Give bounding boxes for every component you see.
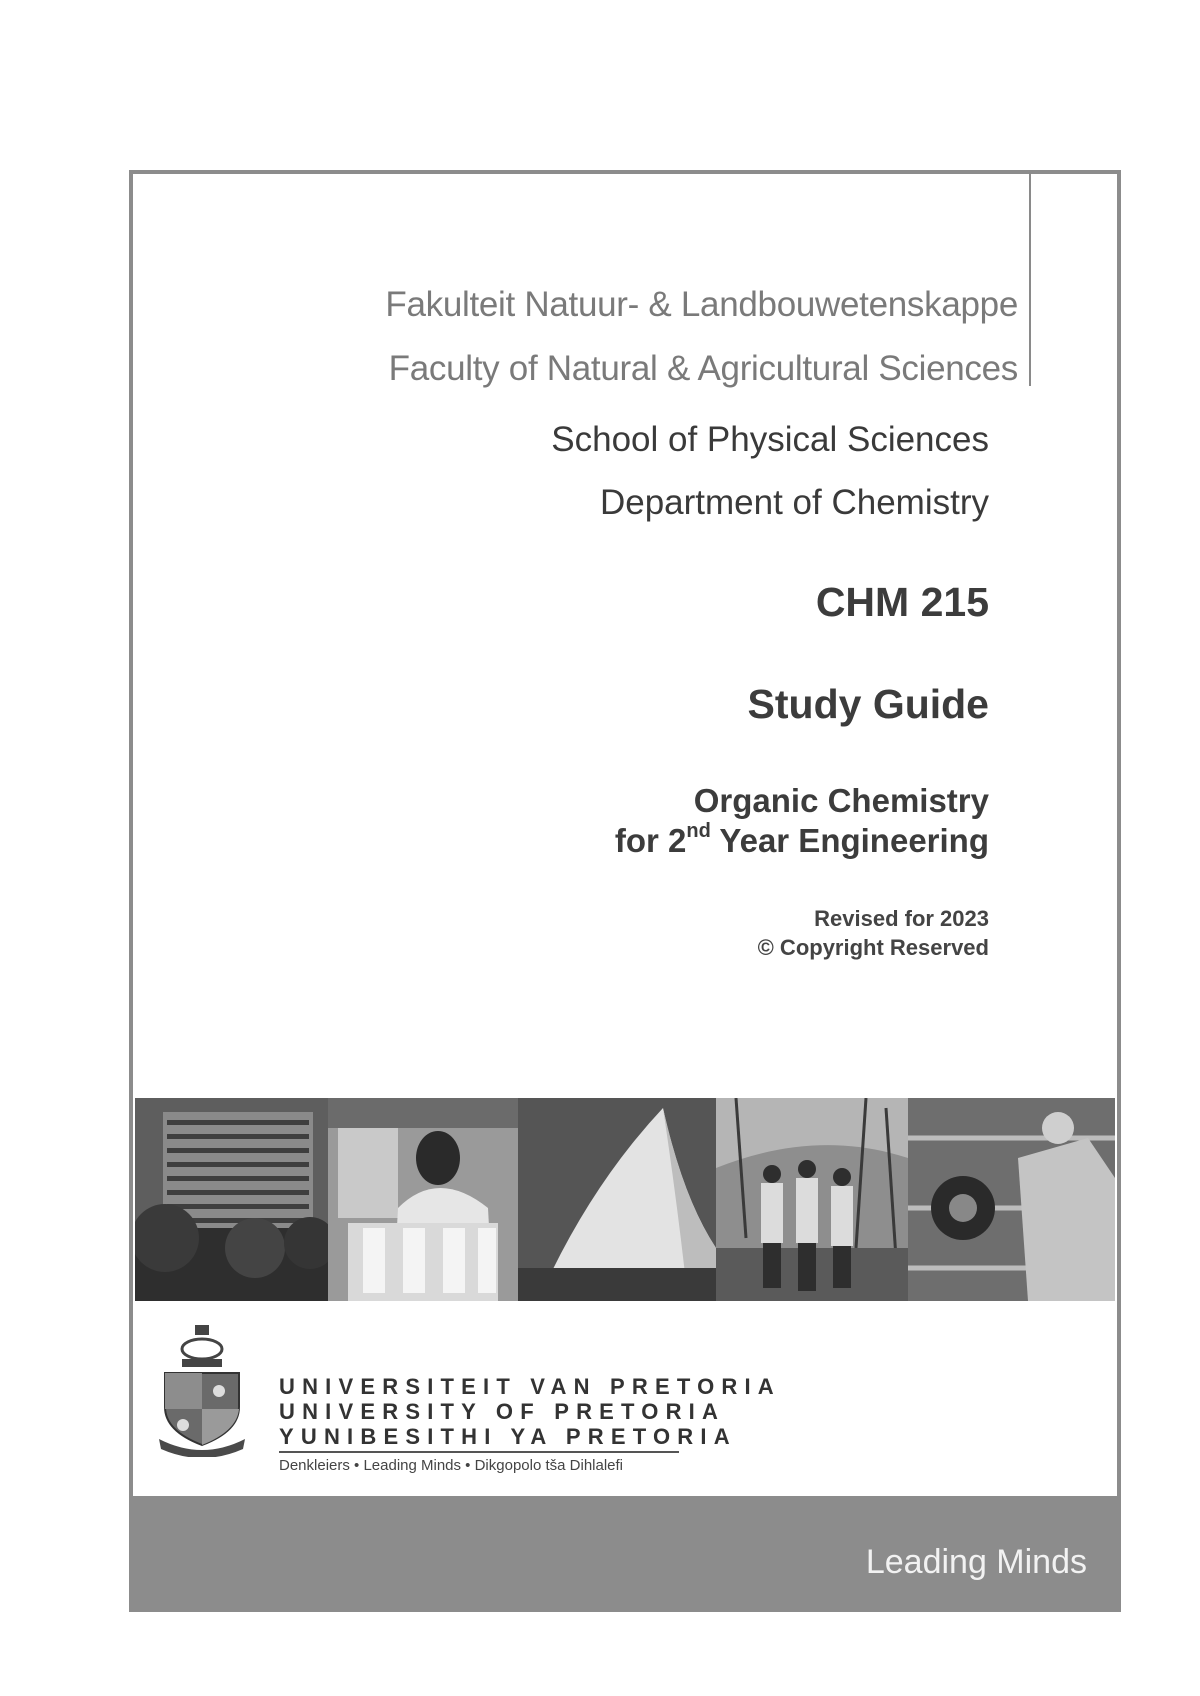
course-code: CHM 215 xyxy=(815,579,989,625)
revision-note: Revised for 2023 xyxy=(814,906,989,931)
photo-strip xyxy=(135,1098,1115,1301)
university-motto: Denkleiers • Leading Minds • Dikgopolo tša Dihlalefi xyxy=(279,1457,624,1474)
school-name: School of Physical Sciences xyxy=(551,420,989,459)
faculty-afrikaans: Fakulteit Natuur- & Landbouwetenskappe xyxy=(385,285,1018,324)
students-walking-photo xyxy=(716,1098,908,1301)
faculty-english: Faculty of Natural & Agricultural Sciences xyxy=(388,349,1018,388)
document-type: Study Guide xyxy=(747,681,989,727)
subtitle-line-2: for 2nd Year Engineering xyxy=(614,820,989,859)
footer-tagline: Leading Minds xyxy=(865,1543,1087,1581)
logo-divider xyxy=(279,1451,679,1453)
subtitle-line-1: Organic Chemistry xyxy=(693,782,989,819)
university-name-sepedi: YUNIBESITHI YA PRETORIA xyxy=(279,1424,737,1449)
university-name-afrikaans: UNIVERSITEIT VAN PRETORIA xyxy=(279,1374,781,1399)
farm-equipment-photo xyxy=(908,1098,1115,1301)
copyright-note: © Copyright Reserved xyxy=(757,935,989,960)
header-divider xyxy=(1029,172,1031,386)
university-name-english: UNIVERSITY OF PRETORIA xyxy=(279,1399,726,1424)
building-photo xyxy=(135,1098,328,1301)
university-crest-icon xyxy=(157,1321,247,1457)
architecture-photo xyxy=(518,1098,716,1301)
department-name: Department of Chemistry xyxy=(599,483,989,522)
laboratory-photo xyxy=(328,1098,518,1301)
